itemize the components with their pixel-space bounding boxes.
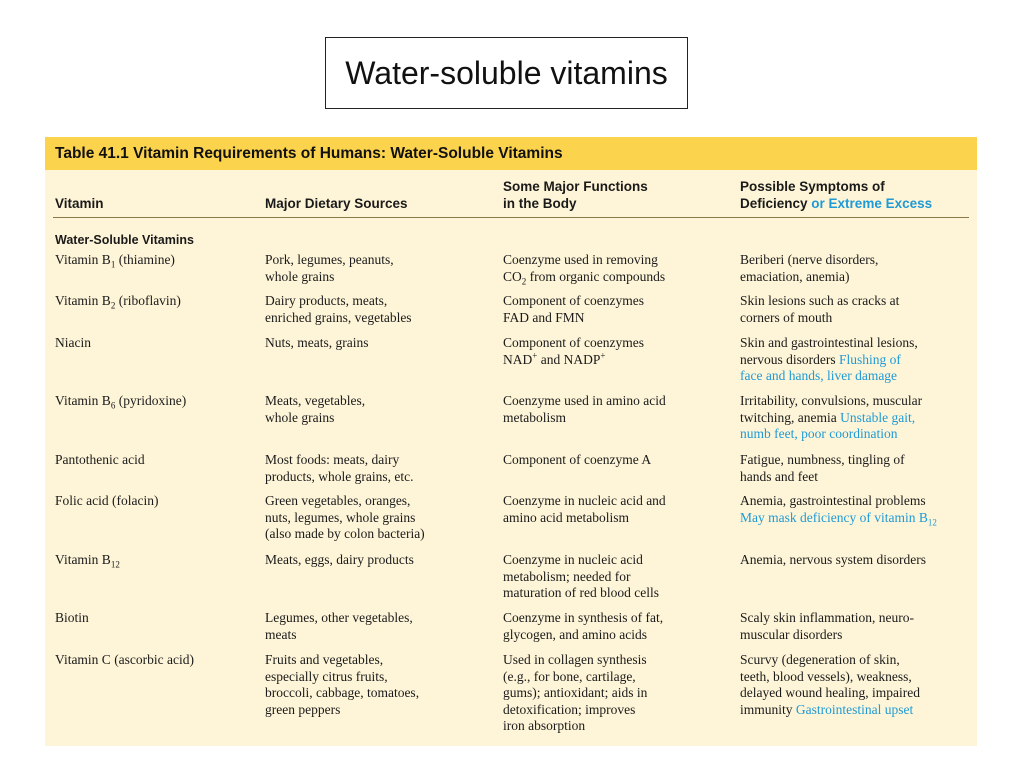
vitamin-name: Vitamin $B_6$ (pyridoxine) [55,393,187,411]
body-functions: Coenzyme in nucleic acid and amino acid metabolism [503,493,666,525]
dietary-sources: Nuts, meats, grains [265,335,369,350]
body-functions: Coenzyme in synthesis of fat, glycogen, and amino acids [503,610,664,642]
body-functions: Coenzyme used in removing $CO_2$ from organic compounds [503,252,666,287]
dietary-sources: Green vegetables, oranges, nuts, legumes, whole grains (also made by colon bacteria) [265,493,425,541]
vitamin-name: Folic acid (folacin) [55,493,159,508]
table-caption: Table 41.1 Vitamin Requirements of Humans: Water-Soluble Vitamins [45,137,977,170]
dietary-sources: Most foods: meats, dairy products, whole grains, etc. [265,452,414,484]
body-functions: Used in collagen synthesis (e.g., for bone, cartilage, gums); antioxidant; aids in detoxification; improves iron absorption [503,652,648,733]
section-label: Water-Soluble Vitamins [55,233,194,247]
body-functions: Coenzyme used in amino acid metabolism [503,393,666,425]
header-symptoms-line1: Possible Symptoms of [740,179,885,194]
dietary-sources: Pork, legumes, peanuts, whole grains [265,252,394,284]
dietary-sources: Legumes, other vegetables, meats [265,610,413,642]
dietary-sources: Dairy products, meats, enriched grains, vegetables [265,293,412,325]
header-symptoms [740,178,932,212]
header-symptoms-deficiency: Deficiency [740,196,812,211]
header-functions-line1: Some Major Functions [503,179,648,194]
deficiency-symptoms: Skin and gastrointestinal lesions, nervous disorders Flushing of face and hands, liver damage [740,335,918,383]
vitamin-table [45,137,977,746]
vitamin-name: Vitamin $B_1$ (thiamine) [55,252,175,270]
body-functions: Component of coenzymes FAD and FMN [503,293,644,325]
dietary-sources: Meats, eggs, dairy products [265,552,414,567]
vitamin-name: Vitamin $B_{12}$ [55,552,120,570]
body-functions: Coenzyme in nucleic acid metabolism; needed for maturation of red blood cells [503,552,659,600]
body-functions: Component of coenzymes NAD+ and NADP+ [503,335,644,367]
dietary-sources: Fruits and vegetables, especially citrus fruits, broccoli, cabbage, tomatoes, green peppers [265,652,420,717]
header-functions [503,178,648,212]
vitamin-name: Vitamin $B_2$ (riboflavin) [55,293,181,311]
deficiency-symptoms: Anemia, gastrointestinal problems May mask deficiency of vitamin $B_{12}$ [740,493,937,528]
body-functions: Component of coenzyme A [503,452,652,467]
deficiency-symptoms: Scurvy (degeneration of skin, teeth, blood vessels), weakness, delayed wound healing, impaired immunity Gastrointestinal upset [740,652,920,717]
vitamin-name: Niacin [55,335,91,350]
vitamin-name: Pantothenic acid [55,452,145,467]
deficiency-symptoms: Skin lesions such as cracks at corners of mouth [740,293,900,325]
header-sources: Major Dietary Sources [265,196,408,211]
deficiency-symptoms: Scaly skin inflammation, neuro- muscular disorders [740,610,914,642]
deficiency-symptoms: Fatigue, numbness, tingling of hands and feet [740,452,905,484]
deficiency-symptoms: Irritability, convulsions, muscular twitching, anemia Unstable gait, numb feet, poor coordination [740,393,923,441]
header-symptoms-excess: or Extreme Excess [811,196,933,211]
deficiency-symptoms: Anemia, nervous system disorders [740,552,926,567]
header-divider [53,217,969,218]
header-functions-line2: in the Body [503,196,577,211]
deficiency-symptoms: Beriberi (nerve disorders, emaciation, anemia) [740,252,879,284]
vitamin-name: Vitamin C (ascorbic acid) [55,652,195,667]
dietary-sources: Meats, vegetables, whole grains [265,393,366,425]
slide-title: Water-soluble vitamins [325,37,688,109]
vitamin-name: Biotin [55,610,89,625]
header-vitamin: Vitamin [55,196,104,211]
